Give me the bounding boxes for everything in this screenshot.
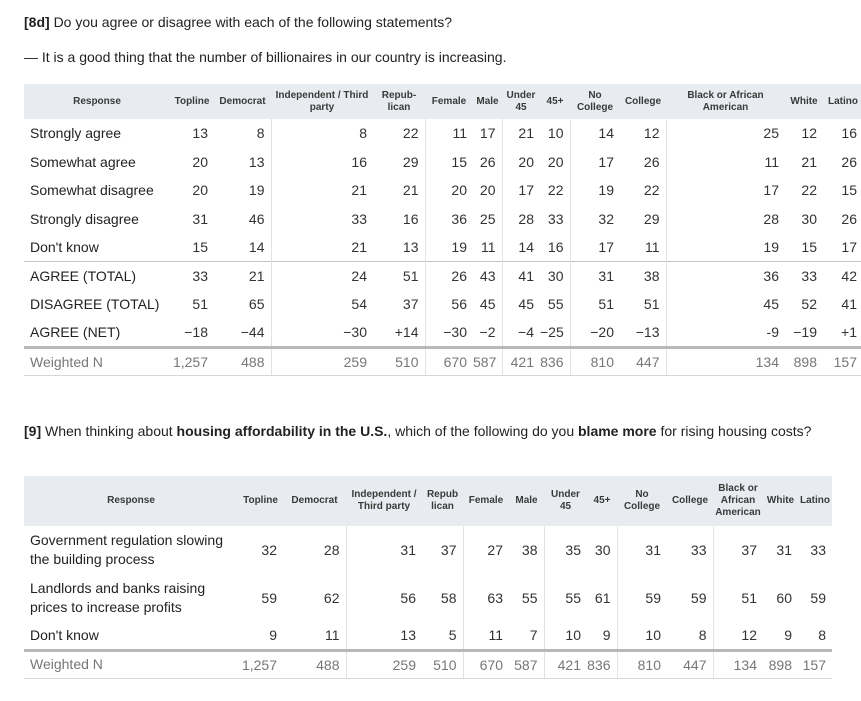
q8-table <box>24 84 861 376</box>
cell-value: 587 <box>509 650 544 678</box>
cell-value: 17 <box>841 239 857 255</box>
cell-value: 15 <box>841 182 857 199</box>
header-male: Male <box>515 495 538 506</box>
cell-value: 421 <box>502 347 540 376</box>
row-label: Don't know <box>30 239 99 255</box>
cell-value: 12 <box>713 622 763 650</box>
cell-value: 31 <box>346 526 422 574</box>
table-row <box>24 290 861 319</box>
header-topline: Topline <box>174 95 210 107</box>
cell-value: 10 <box>544 622 587 650</box>
cell-value: 157 <box>798 650 832 678</box>
cell-value: 24 <box>271 262 373 291</box>
q9-table-body <box>24 526 832 678</box>
weighted-n-row <box>24 347 861 376</box>
cell-value: 13 <box>192 125 208 142</box>
header-college: College <box>624 95 662 107</box>
cell-value: 5 <box>448 627 457 644</box>
cell-value: 8 <box>698 627 707 644</box>
row-label: Don't know <box>30 626 99 643</box>
cell-value: 29 <box>402 153 419 170</box>
q9-bold-2: blame more <box>578 423 657 439</box>
cell-value: 259 <box>271 347 373 376</box>
cell-value: 670 <box>463 650 509 678</box>
header-democrat: Democrat <box>291 495 338 506</box>
cell-value: 16 <box>841 125 857 142</box>
table-row <box>24 233 861 262</box>
row-label: Government regulation slowing the building process <box>30 532 223 567</box>
cell-value: 37 <box>402 296 419 313</box>
cell-value: −30 <box>271 319 373 348</box>
cell-value: 26 <box>643 153 660 170</box>
table-row <box>24 262 861 291</box>
cell-value: 22 <box>801 182 817 199</box>
cell-value: 51 <box>713 574 763 622</box>
cell-value: 30 <box>594 542 611 558</box>
cell-value: 11 <box>666 148 785 177</box>
cell-value: 54 <box>271 290 373 319</box>
table-row <box>24 622 832 650</box>
cell-value: 421 <box>544 650 587 678</box>
cell-value: 810 <box>570 347 620 376</box>
cell-value: 19 <box>666 233 785 262</box>
cell-value: 43 <box>473 262 502 291</box>
header-female: Female <box>431 95 467 107</box>
cell-value: 20 <box>192 182 208 199</box>
cell-value: 33 <box>810 542 826 558</box>
cell-value: 836 <box>540 347 570 376</box>
q9-number: [9] <box>24 423 42 439</box>
cell-value: 33 <box>170 262 214 291</box>
q9-text-1: When thinking about <box>45 423 177 439</box>
header-black: Black or African American <box>715 483 761 518</box>
cell-value: 36 <box>666 262 785 291</box>
cell-value: 45 <box>479 296 496 313</box>
cell-value: 12 <box>801 125 817 142</box>
cell-value: 14 <box>248 239 265 255</box>
cell-value: 15 <box>425 148 473 177</box>
cell-value: 38 <box>620 262 666 291</box>
cell-value: 11 <box>644 239 660 255</box>
cell-value: 59 <box>810 590 826 606</box>
cell-value: +14 <box>394 324 419 340</box>
cell-value: 42 <box>823 262 861 291</box>
cell-value: 37 <box>440 542 457 558</box>
cell-value: 11 <box>425 119 473 148</box>
cell-value: 52 <box>801 296 817 313</box>
cell-value: 9 <box>602 627 611 644</box>
cell-value: 810 <box>617 650 667 678</box>
cell-value: 41 <box>502 262 540 291</box>
cell-value: 7 <box>529 627 538 644</box>
cell-value: 55 <box>547 296 564 313</box>
cell-value: 20 <box>547 153 564 170</box>
cell-value: 21 <box>502 119 540 148</box>
header-white: White <box>766 495 795 506</box>
cell-value: 55 <box>544 574 587 622</box>
header-no-college: No College <box>576 89 614 113</box>
row-label: DISAGREE (TOTAL) <box>30 296 160 313</box>
row-label: Landlords and banks raising prices to increase profits <box>30 580 206 615</box>
cell-value: 17 <box>570 233 620 262</box>
cell-value: 41 <box>841 296 857 313</box>
header-independent: Independent / Third party <box>275 89 369 113</box>
q9-text-2: , which of the following do you <box>387 423 578 439</box>
cell-value: −25 <box>540 324 564 340</box>
cell-value: 51 <box>192 296 208 313</box>
cell-value: 46 <box>248 210 265 227</box>
cell-value: 26 <box>479 153 496 170</box>
cell-value: 33 <box>271 205 373 234</box>
cell-value: 36 <box>425 205 473 234</box>
table-row <box>24 119 861 148</box>
cell-value: 62 <box>323 590 340 606</box>
cell-value: 31 <box>776 542 792 558</box>
cell-value: 13 <box>402 239 419 255</box>
cell-value: 587 <box>473 347 502 376</box>
q8-question <box>24 12 452 33</box>
cell-value: 29 <box>643 210 660 227</box>
cell-value: 1,257 <box>238 650 283 678</box>
row-label: Somewhat agree <box>30 153 136 170</box>
cell-value: 17 <box>666 176 785 205</box>
cell-value: 22 <box>643 182 660 199</box>
cell-value: −2 <box>479 324 496 340</box>
cell-value: 55 <box>521 590 538 606</box>
cell-value: 157 <box>823 347 861 376</box>
cell-value: 21 <box>271 233 373 262</box>
header-under-45: Under 45 <box>506 89 536 113</box>
header-black: Black or African American <box>687 89 764 113</box>
header-white: White <box>790 95 818 107</box>
row-label: Somewhat disagree <box>30 182 154 199</box>
cell-value: 30 <box>801 210 817 227</box>
cell-value: 30 <box>540 262 570 291</box>
q9-header-row <box>24 476 832 526</box>
cell-value: 13 <box>248 153 265 170</box>
cell-value: −19 <box>793 324 817 340</box>
cell-value: 26 <box>841 153 857 170</box>
cell-value: 61 <box>594 590 611 606</box>
cell-value: 15 <box>801 239 817 255</box>
cell-value: 28 <box>502 205 540 234</box>
cell-value: 16 <box>271 148 373 177</box>
cell-value: −13 <box>635 324 660 340</box>
cell-value: 25 <box>479 210 496 227</box>
cell-value: 17 <box>479 125 496 142</box>
table-row <box>24 319 861 348</box>
cell-value: 20 <box>192 153 208 170</box>
header-male: Male <box>476 95 499 107</box>
cell-value: 21 <box>801 153 817 170</box>
cell-value: 19 <box>425 233 473 262</box>
cell-value: 27 <box>463 526 509 574</box>
cell-value: 12 <box>643 125 660 142</box>
cell-value: 31 <box>617 526 667 574</box>
cell-value: 14 <box>502 233 540 262</box>
row-label: AGREE (NET) <box>30 324 121 340</box>
header-latino: Latino <box>828 95 858 107</box>
header-female: Female <box>468 495 504 506</box>
table-row <box>24 176 861 205</box>
cell-value: +1 <box>841 324 857 340</box>
cell-value: 14 <box>570 119 620 148</box>
cell-value: 20 <box>425 176 473 205</box>
cell-value: 11 <box>324 627 340 644</box>
cell-value: 16 <box>547 239 564 255</box>
cell-value: 488 <box>214 347 271 376</box>
cell-value: 51 <box>373 262 425 291</box>
cell-value: 25 <box>666 119 785 148</box>
cell-value: 488 <box>283 650 346 678</box>
cell-value: 19 <box>570 176 620 205</box>
cell-value: −20 <box>570 319 620 348</box>
cell-value: 45 <box>502 290 540 319</box>
q9-bold-1: housing affordability in the U.S. <box>176 423 388 439</box>
cell-value: 134 <box>713 650 763 678</box>
row-label: Weighted N <box>24 650 238 678</box>
cell-value: 51 <box>570 290 620 319</box>
q9-text-3: for rising housing costs? <box>656 423 812 439</box>
cell-value: 65 <box>248 296 265 313</box>
header-college: College <box>671 495 709 506</box>
header-topline: Topline <box>243 495 278 506</box>
row-label: Weighted N <box>24 347 170 376</box>
header-under-45: Under 45 <box>551 489 580 512</box>
cell-value: 21 <box>214 262 271 291</box>
header-latino: Latino <box>800 495 830 506</box>
row-label: Strongly agree <box>30 125 122 142</box>
cell-value: 15 <box>192 239 208 255</box>
cell-value: 11 <box>463 622 509 650</box>
cell-value: 28 <box>666 205 785 234</box>
cell-value: 26 <box>425 262 473 291</box>
header-45-plus: 45+ <box>593 495 611 506</box>
cell-value: 19 <box>248 182 265 199</box>
q8-question-text: Do you agree or disagree with each of the following statements? <box>53 14 453 30</box>
cell-value: 898 <box>785 347 823 376</box>
cell-value: 447 <box>620 347 666 376</box>
q8-number: [8d] <box>24 14 50 30</box>
cell-value: −44 <box>240 324 265 340</box>
cell-value: 56 <box>346 574 422 622</box>
row-label: Strongly disagree <box>30 210 139 227</box>
cell-value: 35 <box>544 526 587 574</box>
header-45-plus: 45+ <box>546 95 564 107</box>
cell-value: 17 <box>570 148 620 177</box>
cell-value: 10 <box>617 622 667 650</box>
cell-value: 32 <box>570 205 620 234</box>
cell-value: 51 <box>643 296 660 313</box>
cell-value: 9 <box>269 627 277 644</box>
q8-header-row <box>24 84 861 119</box>
cell-value: 510 <box>422 650 463 678</box>
cell-value: 447 <box>667 650 713 678</box>
header-no-college: No College <box>623 489 661 512</box>
cell-value: 510 <box>373 347 425 376</box>
cell-value: 8 <box>271 119 373 148</box>
table-row <box>24 574 832 622</box>
weighted-n-row <box>24 650 832 678</box>
cell-value: 37 <box>713 526 763 574</box>
cell-value: 28 <box>323 542 340 558</box>
cell-value: 17 <box>502 176 540 205</box>
cell-value: 56 <box>425 290 473 319</box>
cell-value: 21 <box>271 176 373 205</box>
cell-value: 13 <box>346 622 422 650</box>
cell-value: 10 <box>547 125 564 142</box>
cell-value: 31 <box>570 262 620 291</box>
table-row <box>24 526 832 574</box>
header-democrat: Democrat <box>219 95 266 107</box>
cell-value: 63 <box>463 574 509 622</box>
cell-value: 33 <box>547 210 564 227</box>
cell-value: 836 <box>587 650 617 678</box>
cell-value: 11 <box>480 239 496 255</box>
cell-value: 670 <box>425 347 473 376</box>
cell-value: 31 <box>192 210 208 227</box>
header-response: Response <box>107 495 155 506</box>
table-row <box>24 148 861 177</box>
cell-value: 20 <box>479 182 496 199</box>
cell-value: 26 <box>841 210 857 227</box>
cell-value: 259 <box>346 650 422 678</box>
cell-value: 898 <box>763 650 798 678</box>
cell-value: 1,257 <box>170 347 214 376</box>
row-label: AGREE (TOTAL) <box>24 262 170 291</box>
cell-value: 38 <box>521 542 538 558</box>
header-republican: Repub lican <box>426 489 459 512</box>
header-response: Response <box>73 95 121 107</box>
q8-table-body <box>24 119 861 376</box>
q9-question <box>24 421 824 442</box>
cell-value: −18 <box>184 324 208 340</box>
cell-value: 20 <box>502 148 540 177</box>
cell-value: 134 <box>666 347 785 376</box>
cell-value: 8 <box>818 627 826 644</box>
cell-value: 59 <box>617 574 667 622</box>
cell-value: 32 <box>261 542 277 558</box>
q9-table <box>24 476 832 679</box>
cell-value: −30 <box>425 319 473 348</box>
header-republican: Repub-lican <box>381 89 417 113</box>
table-row <box>24 205 861 234</box>
header-independent: Independent / Third party <box>351 489 417 512</box>
cell-value: 33 <box>785 262 823 291</box>
cell-value: 59 <box>690 590 707 606</box>
cell-value: 16 <box>402 210 419 227</box>
cell-value: 22 <box>402 125 419 142</box>
cell-value: 59 <box>261 590 277 606</box>
cell-value: 22 <box>547 182 564 199</box>
cell-value: 21 <box>402 182 419 199</box>
q8-statement: — It is a good thing that the number of billionaires in our country is increasing. <box>24 49 507 65</box>
cell-value: 58 <box>440 590 457 606</box>
cell-value: −4 <box>502 319 540 348</box>
cell-value: 60 <box>776 590 792 606</box>
cell-value: 45 <box>666 290 785 319</box>
cell-value: 9 <box>784 627 792 644</box>
cell-value: 33 <box>690 542 707 558</box>
cell-value: 8 <box>256 125 265 142</box>
cell-value: -9 <box>666 319 785 348</box>
